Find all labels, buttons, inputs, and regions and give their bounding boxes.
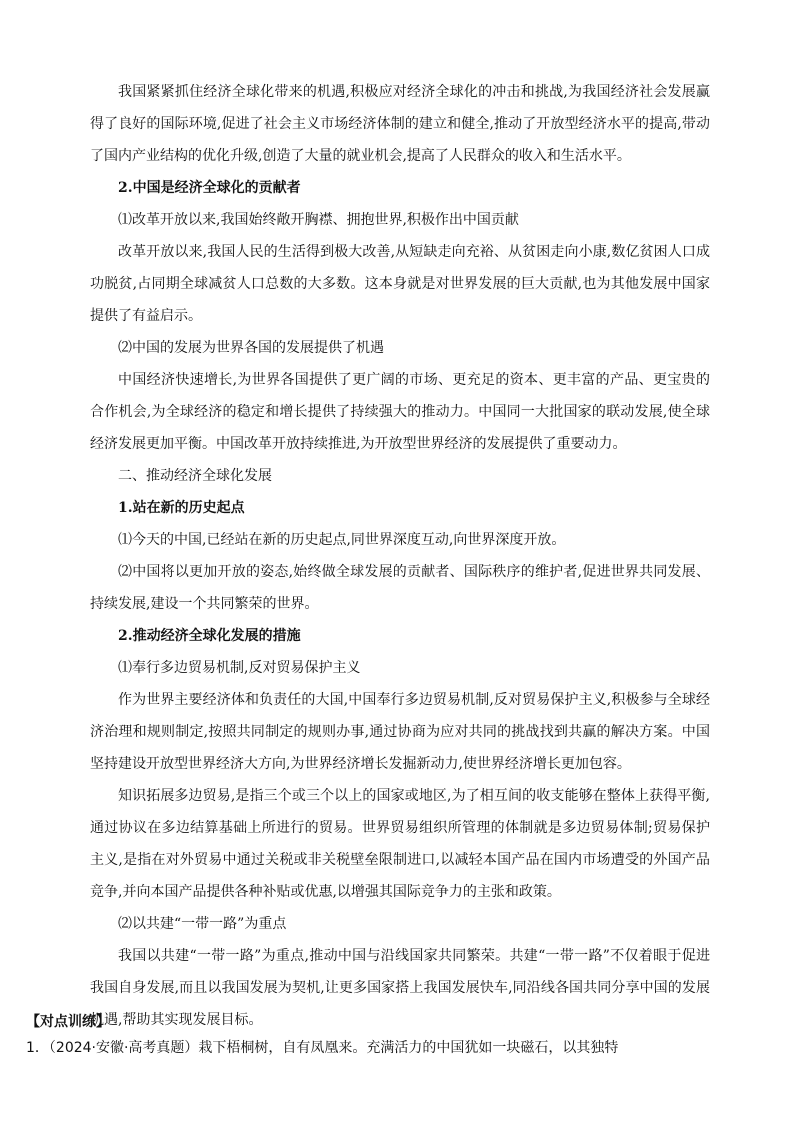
section-heading-2: 二、推动经济全球化发展 xyxy=(118,468,272,484)
paragraph-open-attitude: ⑵中国将以更加开放的姿态,始终做全球发展的贡献者、国际秩序的维护者,促进世界共同发展、持续发展,建设一个共同繁荣的世界。 xyxy=(90,564,710,612)
paragraph-multilateral: 作为世界主要经济体和负责任的大国,中国奉行多边贸易机制,反对贸易保护主义,积极参与全球经济治理和规则制定,按照共同制定的规则办事,通过协商为应对共同的挑战找到共赢的解决方案。中国坚持建设开放型世界经济大方向,为世界经济增长发掘新动力,使世界经济增长更加包容。 xyxy=(90,692,710,772)
paragraph-knowledge-extension: 知识拓展多边贸易,是指三个或三个以上的国家或地区,为了相互间的收支能够在整体上获得平衡,通过协议在多边结算基础上所进行的贸易。世界贸易组织所管理的体制就是多边贸易体制;贸易保护主义,是指在对外贸易中通过关税或非关税壁垒限制进口,以减轻本国产品在国内市场遭受的外国产品竞争,并向本国产品提供各种补贴或优惠,以增强其国际竞争力的主张和政策。 xyxy=(90,788,710,900)
subheading-measures: 2.推动经济全球化发展的措施 xyxy=(118,628,301,644)
paragraph-intro: 我国紧紧抓住经济全球化带来的机遇,积极应对经济全球化的冲击和挑战,为我国经济社会发展赢得了良好的国际环境,促进了社会主义市场经济体制的建立和健全,推动了开放型经济水平的提高,带动了国内产业结构的优化升级,创造了大量的就业机会,提高了人民群众的收入和生活水平。 xyxy=(90,84,710,164)
subheading-contributor: 2.中国是经济全球化的贡献者 xyxy=(118,180,301,196)
practice-header: 【对点训练】 xyxy=(26,1014,110,1030)
point-heading-2: ⑵中国的发展为世界各国的发展提供了机遇 xyxy=(118,340,384,356)
point-today-china: ⑴今天的中国,已经站在新的历史起点,同世界深度互动,向世界深度开放。 xyxy=(118,532,566,548)
paragraph-belt-road: 我国以共建“一带一路”为重点,推动中国与沿线国家共同繁荣。共建“一带一路”不仅着眼于促进我国自身发展,而且以我国发展为契机,让更多国家搭上我国发展快车,同沿线各国共同分享中国的发展机遇,帮助其实现发展目标。 xyxy=(90,948,710,1028)
paragraph-growth: 中国经济快速增长,为世界各国提供了更广阔的市场、更充足的资本、更丰富的产品、更宝贵的合作机会,为全球经济的稳定和增长提供了持续强大的推动力。中国同一大批国家的联动发展,使全球经济发展更加平衡。中国改革开放持续推进,为开放型世界经济的发展提供了重要动力。 xyxy=(90,372,710,452)
paragraph-poverty: 改革开放以来,我国人民的生活得到极大改善,从短缺走向充裕、从贫困走向小康,数亿贫困人口成功脱贫,占同期全球减贫人口总数的大多数。这本身就是对世界发展的巨大贡献,也为其他发展中国家提供了有益启示。 xyxy=(90,244,710,324)
subheading-starting-point: 1.站在新的历史起点 xyxy=(118,500,245,516)
document-body xyxy=(90,76,710,1036)
point-belt-road: ⑵以共建“一带一路”为重点 xyxy=(118,916,287,932)
practice-question-1: 1．（2024·安徽·高考真题）栽下梧桐树，自有凤凰来。充满活力的中国犹如一块磁石，以其独特 xyxy=(26,1040,619,1056)
point-heading-1: ⑴改革开放以来,我国始终敞开胸襟、拥抱世界,积极作出中国贡献 xyxy=(118,212,519,228)
point-multilateral: ⑴奉行多边贸易机制,反对贸易保护主义 xyxy=(118,660,361,676)
